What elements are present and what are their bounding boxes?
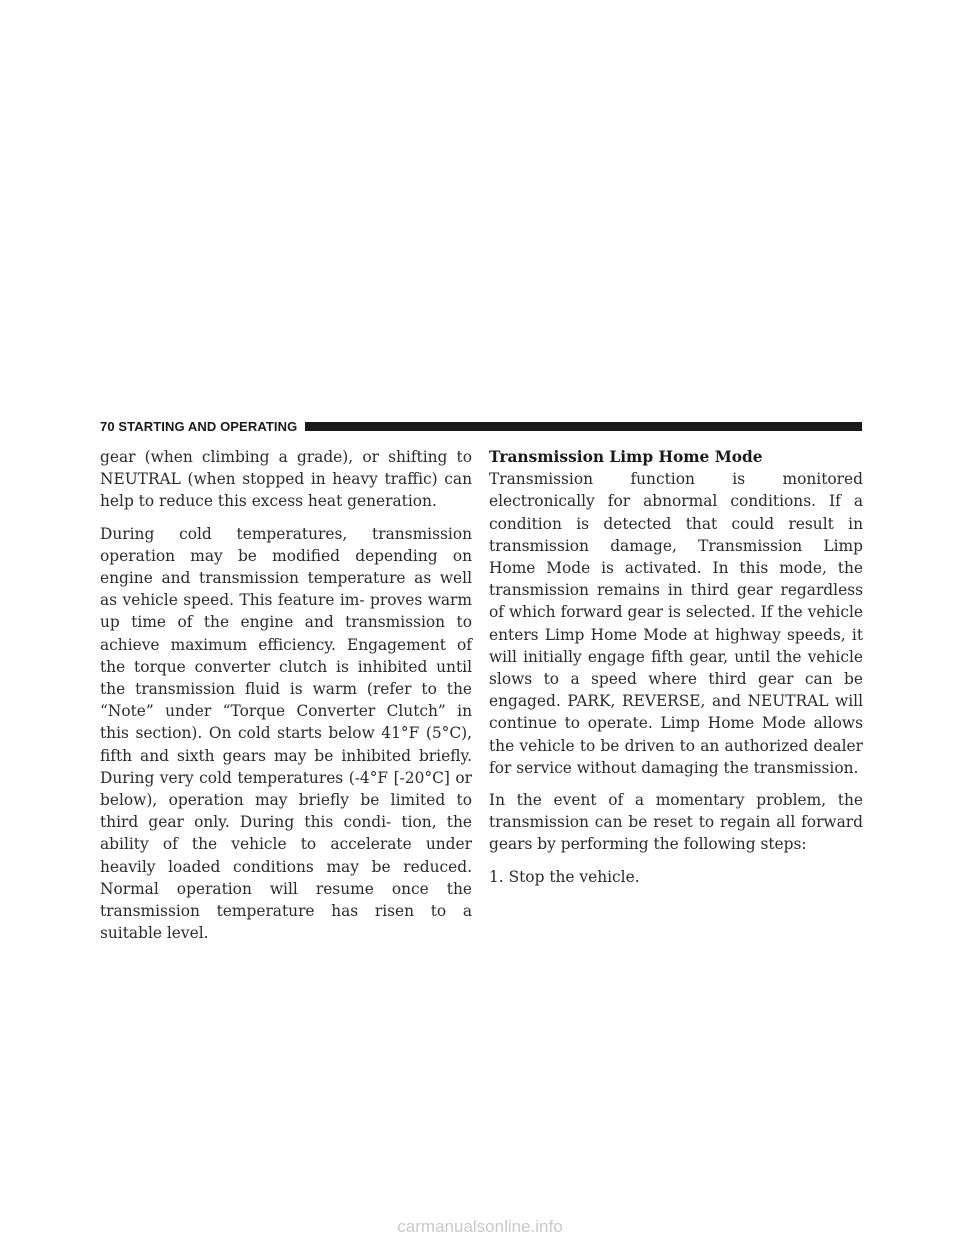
watermark: carmanualsonline.info (397, 1217, 563, 1236)
section-title: STARTING AND OPERATING (118, 418, 298, 434)
header-rule (305, 422, 862, 431)
section-heading: Transmission Limp Home Mode (489, 448, 763, 466)
left-column (100, 446, 472, 954)
page-header (100, 419, 862, 433)
header-label (100, 419, 297, 434)
right-column (489, 446, 863, 898)
paragraph: Transmission function is monitored electronically for abnormal conditions. If a condition is detected that could result in transmission damage, Transmission Limp Home Mode is activated. In this mode, the transmission remains in third gear regardless of which forward gear is selected. If the vehicle enters Limp Home Mode at highway speeds, it will initially engage fifth gear, until the vehicle slows to a speed where third gear can be engaged. PARK, REVERSE, and NEUTRAL will continue to operate. Limp Home Mode allows the vehicle to be driven to an authorized dealer for service without damaging the transmission. (489, 470, 863, 777)
paragraph: In the event of a momentary problem, the transmission can be reset to regain all forward gears by performing the following steps: (489, 791, 863, 854)
paragraph: During cold temperatures, transmission operation may be modified depending on engine and transmission temperature as well as vehicle speed. This feature im- proves warm up time of the engine and transmission to achieve maximum efficiency. Engagement of the torque converter clutch is inhibited until the transmission fluid is warm (refer to the “Note” under “Torque Converter Clutch” in this section). On cold starts below 41°F (5°C), fifth and sixth gears may be inhibited briefly. During very cold temperatures (-4°F [-20°C] or below), operation may briefly be limited to third gear only. During this condi- tion, the ability of the vehicle to accelerate under heavily loaded conditions may be reduced. Normal operation will resume once the transmission temperature has risen to a suitable level. (100, 524, 472, 943)
paragraph: gear (when climbing a grade), or shifting to NEUTRAL (when stopped in heavy traffic) can help to reduce this excess heat generation. (100, 448, 472, 511)
page-number: 70 (100, 418, 115, 434)
list-item: 1. Stop the vehicle. (489, 867, 640, 886)
